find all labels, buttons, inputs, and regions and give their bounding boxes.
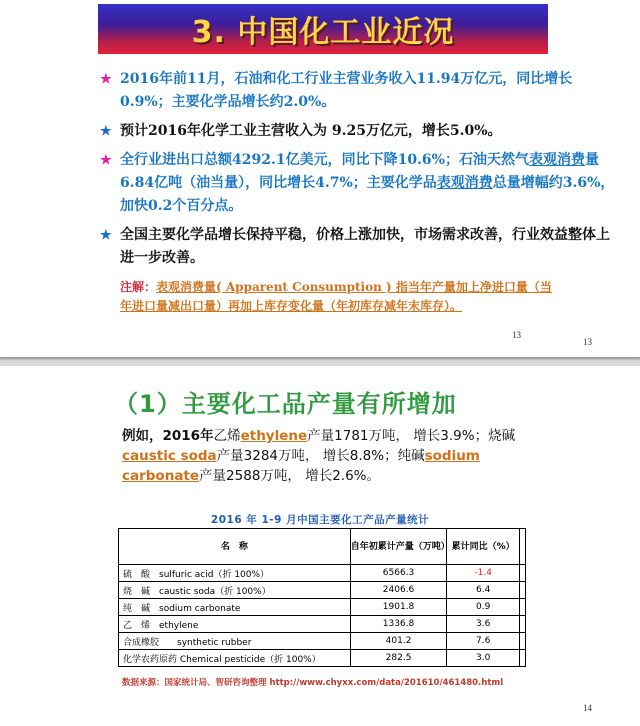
cell-yoy: 3.6 xyxy=(447,616,520,633)
cell-pad xyxy=(519,599,525,616)
header-pad xyxy=(519,529,525,565)
table-row xyxy=(119,582,526,599)
blue-star-icon: ★ xyxy=(100,228,112,243)
table-row xyxy=(119,599,526,616)
title-banner xyxy=(98,4,548,54)
slide-title: 3. 中国化工业近况 xyxy=(191,15,455,50)
bullet-item xyxy=(100,224,620,270)
cell-output: 2406.6 xyxy=(350,582,447,599)
apparent-consumption-term: 表观消费 xyxy=(436,175,493,191)
page-number: 13 xyxy=(583,337,592,347)
cell-name: 烧 碱 caustic soda（折 100%） xyxy=(119,582,351,599)
bullet-text: 2016年前11月，石油和化工行业主营业务收入11.94万亿元，同比增长0.9%；主要化学品增长约2.0%。 xyxy=(120,71,573,110)
table-row xyxy=(119,616,526,633)
table-row xyxy=(119,650,526,667)
example-paragraph xyxy=(122,426,532,486)
slide-14 xyxy=(0,366,640,726)
table-title: 2016 年 1-9 月中国主要化工产品产量统计 xyxy=(210,514,430,526)
bullet-item xyxy=(100,120,620,143)
cell-yoy: 7.6 xyxy=(447,633,520,650)
example-lead: 例如， xyxy=(122,428,163,444)
cell-name: 乙 烯 ethylene xyxy=(119,616,351,633)
footnote-label: 注解： xyxy=(120,280,157,294)
production-table xyxy=(118,528,526,667)
table-body xyxy=(119,565,526,667)
table-header-row xyxy=(119,529,526,565)
cell-name: 纯 碱 sodium carbonate xyxy=(119,599,351,616)
cell-pad xyxy=(519,565,525,582)
bullet-text-part: 总量增幅约3.6%，加快0.2个百分点。 xyxy=(120,175,615,214)
bullet-item xyxy=(100,68,620,114)
apparent-consumption-term: 表观消费 xyxy=(528,152,585,168)
bullet-text: 预计2016年化学工业主营收入为 9.25万亿元，增长5.0%。 xyxy=(120,123,502,139)
cell-output: 282.5 xyxy=(350,650,447,667)
pink-star-icon: ★ xyxy=(100,72,112,87)
cell-yoy: 3.0 xyxy=(447,650,520,667)
table-row xyxy=(119,633,526,650)
example-text: 乙烯 xyxy=(213,428,241,444)
chemical-term: sodium carbonate xyxy=(122,448,480,484)
cell-output: 1901.8 xyxy=(350,599,447,616)
cell-yoy: -1.4 xyxy=(447,565,520,582)
cell-name: 硫 酸 sulfuric acid（折 100%） xyxy=(119,565,351,582)
data-source: 数据来源：国家统计局、智研咨询整理 http://www.chyxx.com/data/201610/461480.html xyxy=(122,678,504,688)
bullet-text-part: 全行业进出口总额4292.1亿美元，同比下降10.6%；石油天然气 xyxy=(120,152,529,168)
cell-output: 6566.3 xyxy=(350,565,447,582)
example-year: 2016年 xyxy=(162,428,214,444)
header-yoy: 累计同比（%） xyxy=(447,529,520,565)
cell-yoy: 6.4 xyxy=(447,582,520,599)
example-text: 产量2588万吨， 增长2.6%。 xyxy=(199,468,380,484)
cell-pad xyxy=(519,633,525,650)
bullet-item xyxy=(100,149,620,218)
cell-pad xyxy=(519,650,525,667)
bullet-text xyxy=(120,149,620,218)
cell-output: 401.2 xyxy=(350,633,447,650)
cell-name: 合成橡胶 synthetic rubber xyxy=(119,633,351,650)
bullet-text: 全国主要化学品增长保持平稳，价格上涨加快，市场需求改善，行业效益整体上进一步改善。 xyxy=(120,227,610,266)
pink-star-icon: ★ xyxy=(100,153,112,168)
header-output: 自年初累计产量（万吨） xyxy=(350,529,447,565)
cell-name: 化学农药原药 Chemical pesticide（折 100%） xyxy=(119,650,351,667)
slide-13 xyxy=(0,0,640,358)
blue-star-icon: ★ xyxy=(100,124,112,139)
chemical-term: caustic soda xyxy=(122,448,217,464)
bullet-text-part: 量6.84亿吨（油当量），同比增长4.7%；主要化学品 xyxy=(120,152,599,191)
footnote-text: 表观消费量( Apparent Consumption ) 指当年产量加上净进口量（当年进口量减出口量）再加上库存变化量（年初库存减年末库存）。 xyxy=(120,280,552,313)
bullet-list xyxy=(100,68,620,276)
footnote xyxy=(120,278,560,316)
page-number: 13 xyxy=(512,330,521,340)
table-row xyxy=(119,565,526,582)
page-number: 14 xyxy=(583,703,592,713)
cell-pad xyxy=(519,582,525,599)
cell-output: 1336.8 xyxy=(350,616,447,633)
cell-pad xyxy=(519,616,525,633)
example-text: 产量3284万吨， 增长8.8%；纯碱 xyxy=(216,448,425,464)
example-text: 产量1781万吨， 增长3.9%；烧碱 xyxy=(307,428,516,444)
header-name: 名 称 xyxy=(119,529,351,565)
chemical-term: ethylene xyxy=(240,428,308,444)
cell-yoy: 0.9 xyxy=(447,599,520,616)
slide-title: （1）主要化工品产量有所增加 xyxy=(114,390,457,418)
